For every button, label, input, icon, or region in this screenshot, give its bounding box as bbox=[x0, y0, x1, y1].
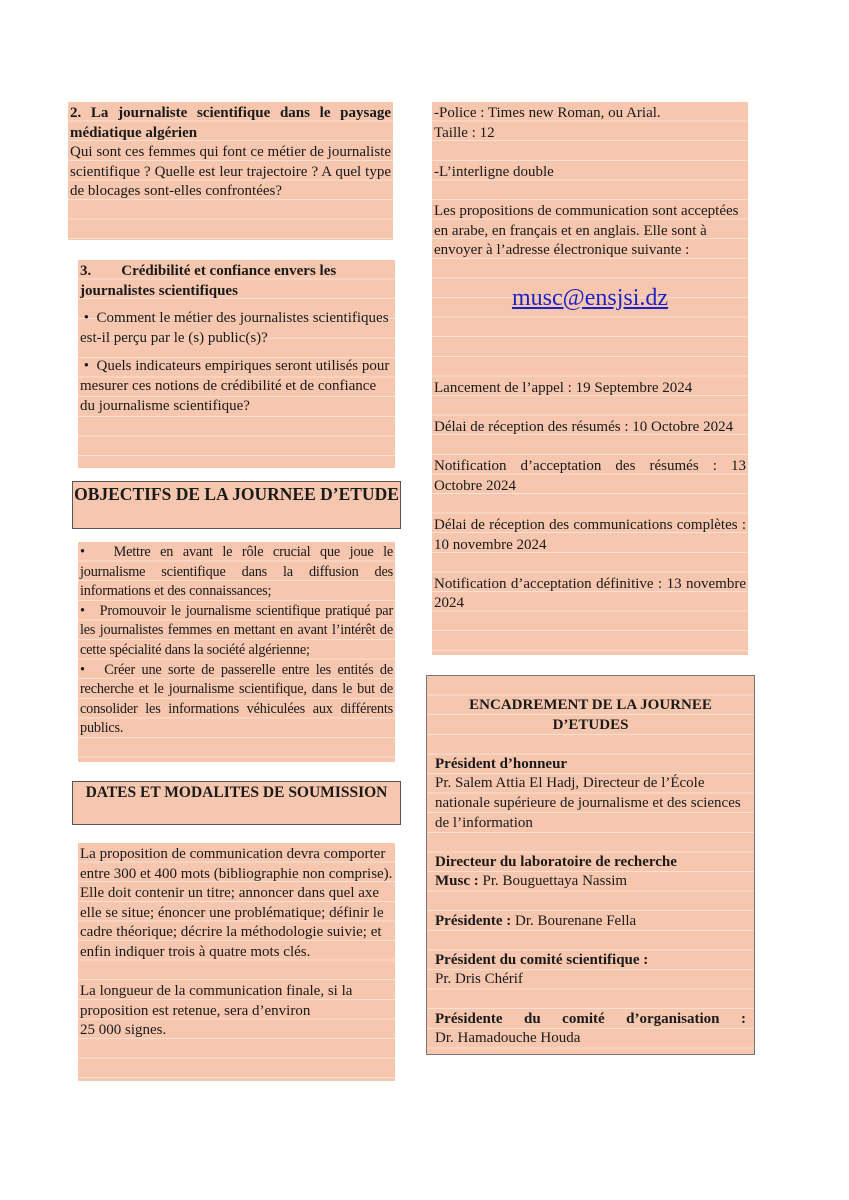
objectives-list bbox=[78, 542, 395, 762]
musc-label: Musc : bbox=[435, 873, 479, 890]
musc-text: Pr. Bouguettaya Nassim bbox=[478, 873, 628, 890]
submission-text: La proposition de communication devra comporter entre 300 et 400 mots (bibliographie non comprise). Elle doit contenir un titre; annoncer dans quel axe elle se situe; énoncer une problématique; définir le cadre théorique; décrire la méthodologie suivie; et enfin indiquer trois à quatre mots clés. bbox=[80, 846, 393, 960]
section-3-title: Crédibilité et confiance envers les journalistes scientifiques bbox=[80, 263, 337, 299]
scientific-committee-label: Président du comité scientifique : bbox=[435, 951, 649, 968]
list-item: • Promouvoir le journalisme scientifique pratiqué par les journalistes femmes en mettant en avant l’intérêt de cette spécialité dans la société algérienne; bbox=[80, 602, 394, 658]
president-text: Dr. Bourenane Fella bbox=[511, 912, 637, 929]
list-item: • Créer une sorte de passerelle entre les entités de recherche et le journalisme scientifique, dans le but de consolider les informations véhiculées aux différents publics. bbox=[80, 661, 394, 737]
list-item: • Mettre en avant le rôle crucial que joue le journalisme scientifique dans la diffusion des informations et des connaissances; bbox=[80, 544, 393, 600]
full-paper-deadline: Délai de réception des communications complètes : 10 novembre 2024 bbox=[434, 516, 746, 553]
objectives-heading: OBJECTIFS DE LA JOURNEE D’ETUDE bbox=[72, 481, 401, 529]
list-item: • Comment le métier des journalistes scientifiques est-il perçu par le (s) public(s)? bbox=[80, 310, 389, 346]
section-3-box bbox=[78, 260, 395, 468]
section-2-title: 2. La journaliste scientifique dans le paysage médiatique algérien bbox=[70, 105, 391, 141]
honorary-president-text: Pr. Salem Attia El Hadj, Directeur de l’École nationale supérieure de journalisme et des sciences de l’information bbox=[435, 775, 741, 831]
organizing-committee-label: Présidente du comité d’organisation : bbox=[435, 1010, 746, 1027]
section-2-text: Qui sont ces femmes qui font ce métier de journaliste scientifique ? Quelle est leur trajectoire ? A quel type de blocages sont-elles confrontées? bbox=[70, 144, 391, 200]
spacing-rule: -L’interligne double bbox=[434, 163, 554, 180]
list-item: • Quels indicateurs empiriques seront utilisés pour mesurer ces notions de crédibilité et de confiance du journalisme scientifique? bbox=[80, 358, 390, 414]
abstract-deadline: Délai de réception des résumés : 10 Octobre 2024 bbox=[434, 418, 734, 435]
abstract-notification: Notification d’acceptation des résumés : 13 Octobre 2024 bbox=[434, 458, 746, 494]
bullet-icon: • bbox=[80, 544, 85, 560]
section-2-box bbox=[68, 102, 393, 240]
contact-email-link[interactable]: musc@ensjsi.dz bbox=[511, 284, 669, 311]
submission-length-value: 25 000 signes. bbox=[80, 1022, 167, 1039]
lab-director-label: Directeur du laboratoire de recherche bbox=[435, 853, 677, 870]
organization-title: ENCADREMENT DE LA JOURNEE D’ETUDES bbox=[469, 697, 712, 733]
bullet-icon: • bbox=[80, 661, 85, 678]
organization-box bbox=[426, 675, 755, 1055]
size-rule: Taille : 12 bbox=[434, 124, 495, 141]
section-3-number: 3. bbox=[80, 263, 92, 279]
launch-date: Lancement de l’appel : 19 Septembre 2024 bbox=[434, 379, 693, 396]
scientific-committee-text: Pr. Dris Chérif bbox=[435, 971, 523, 988]
organizing-committee-text: Dr. Hamadouche Houda bbox=[435, 1030, 581, 1047]
bullet-icon: • bbox=[80, 602, 85, 619]
languages-text: Les propositions de communication sont acceptées en arabe, en français et en anglais. Elle sont à envoyer à l’adresse électronique suivante : bbox=[434, 202, 739, 259]
submission-box bbox=[78, 843, 395, 1081]
president-label: Présidente : bbox=[435, 912, 512, 929]
font-rule: -Police : Times new Roman, ou Arial. bbox=[434, 105, 661, 121]
dates-heading: DATES ET MODALITES DE SOUMISSION bbox=[72, 781, 401, 825]
guidelines-box bbox=[432, 102, 748, 655]
submission-length: La longueur de la communication finale, si la proposition est retenue, sera d’environ bbox=[80, 983, 353, 1019]
final-notification: Notification d’acceptation définitive : 13 novembre 2024 bbox=[434, 575, 746, 612]
honorary-president-label: Président d’honneur bbox=[435, 755, 568, 772]
